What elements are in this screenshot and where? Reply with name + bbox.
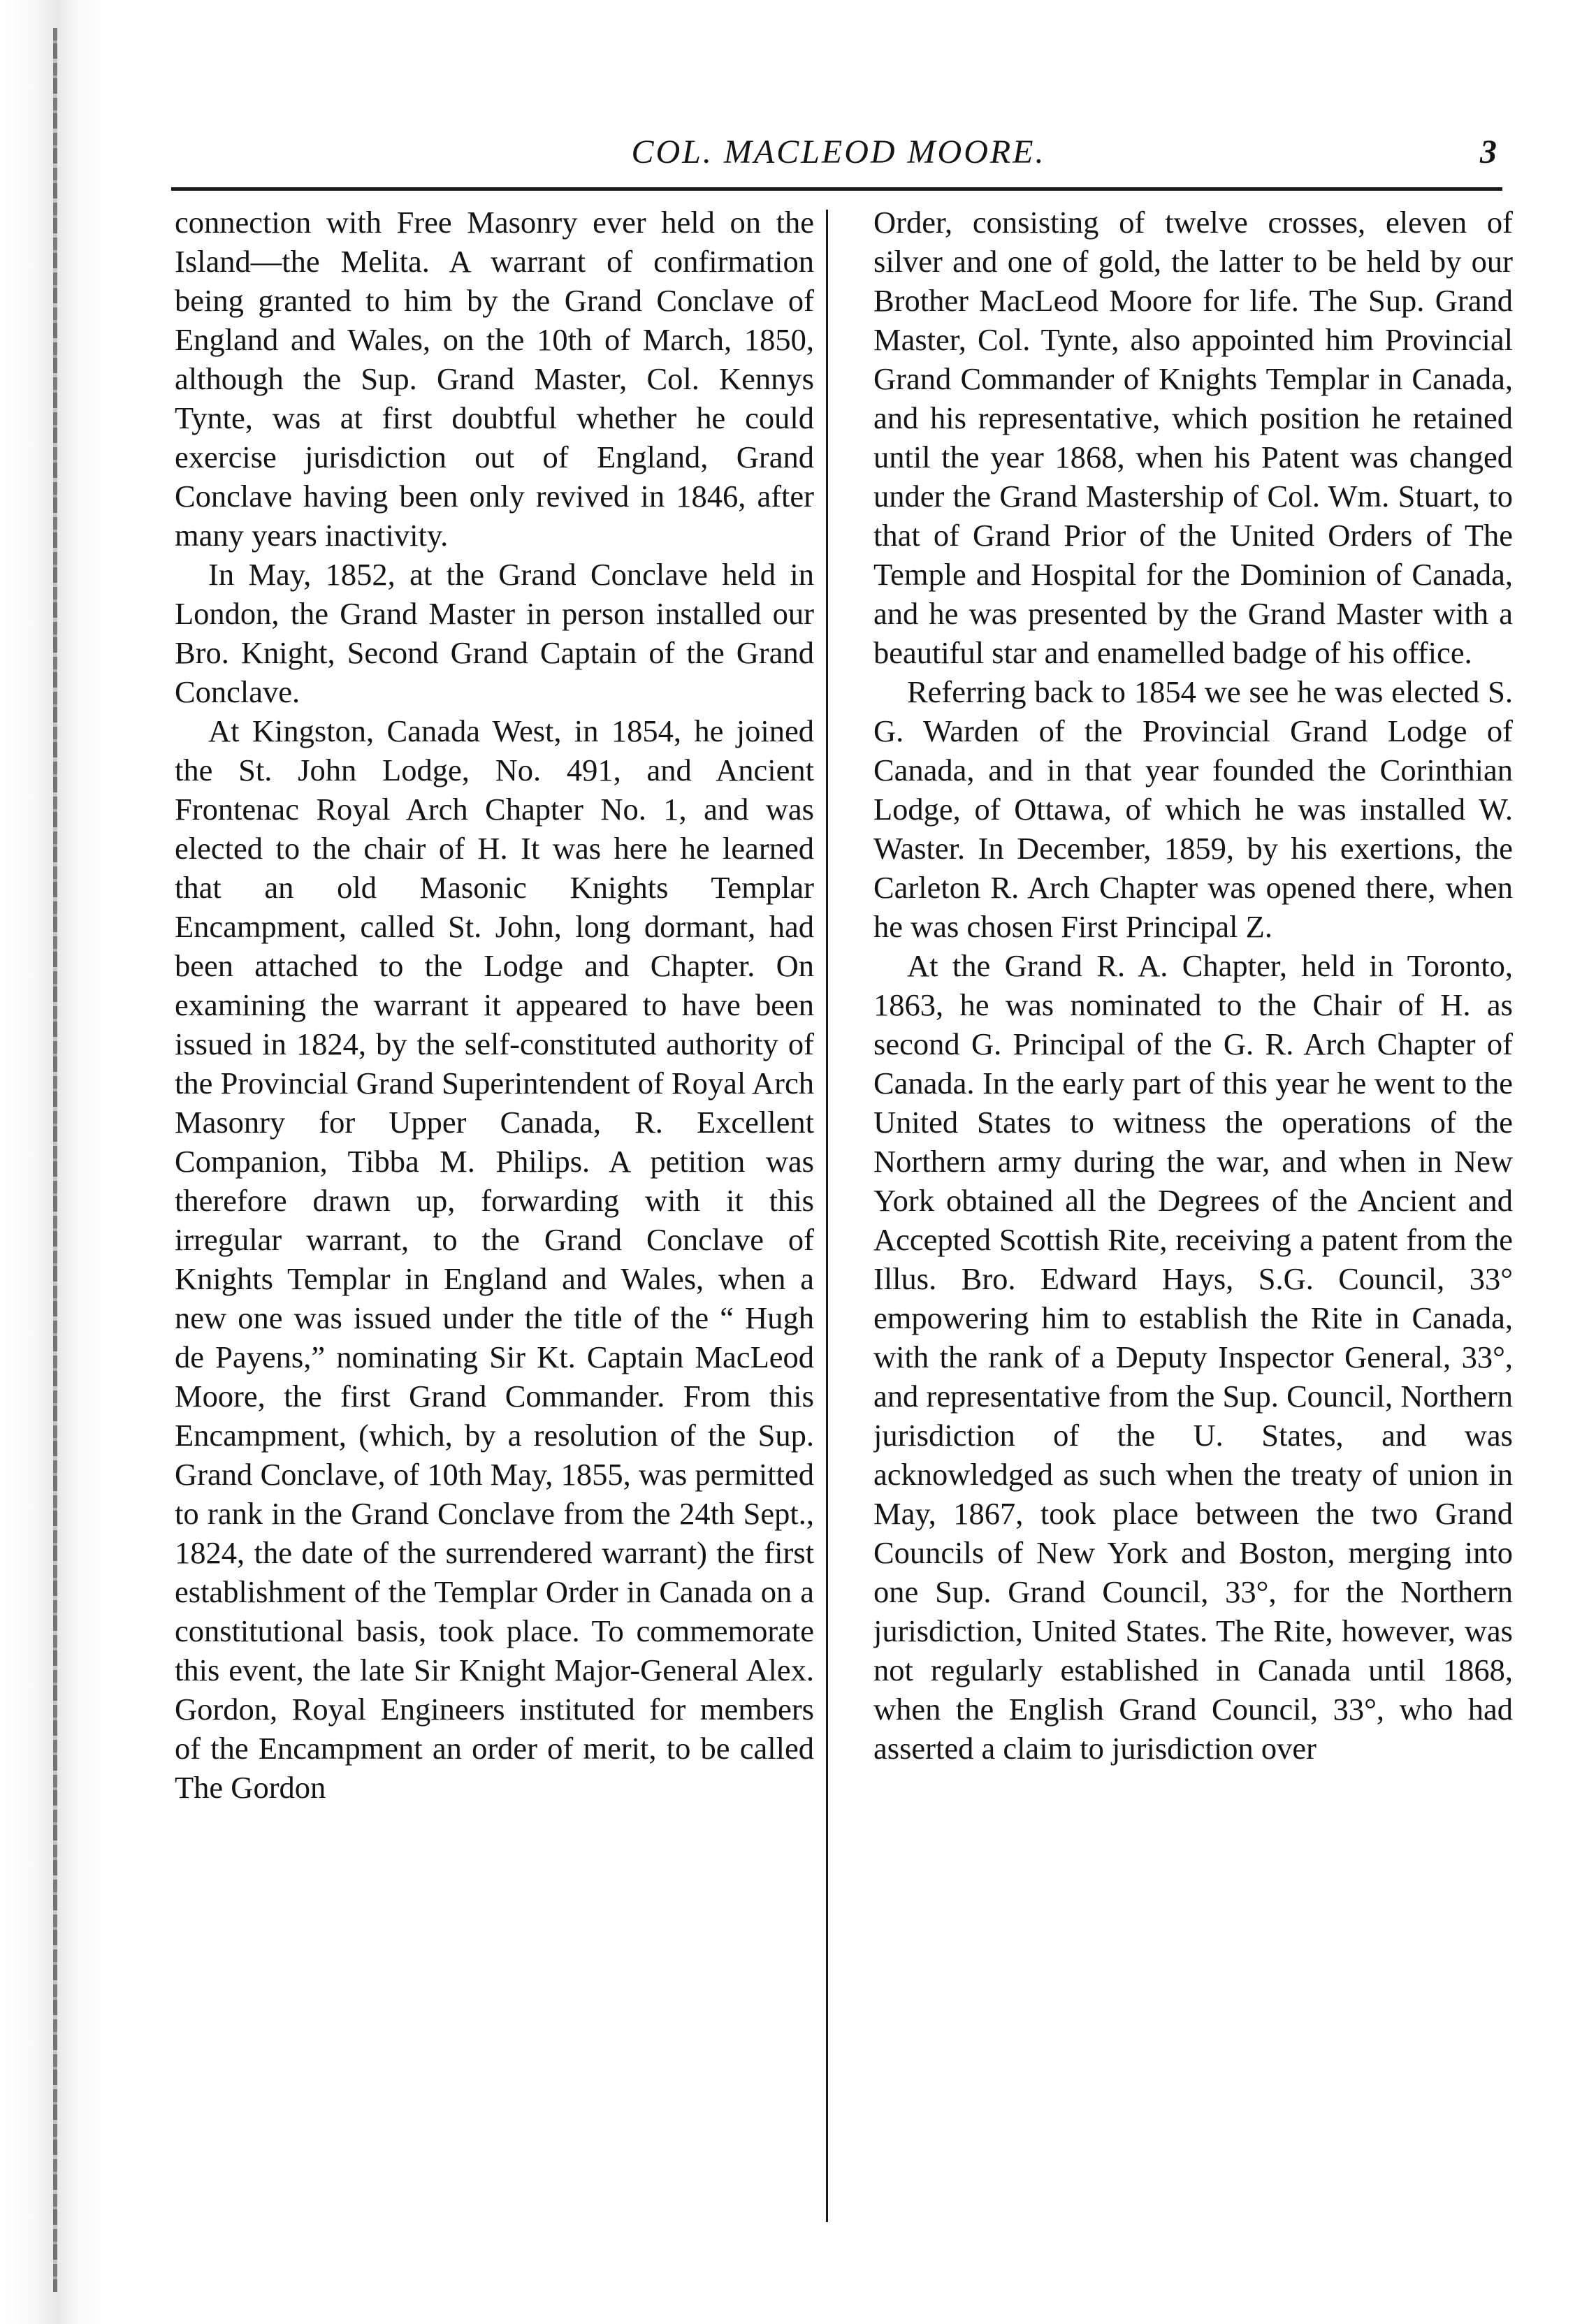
binding-edge-line [53,28,57,2292]
left-paragraph-2: In May, 1852, at the Grand Conclave held in London, the Grand Master in person installed our Bro. Knight, Second Grand Captain of the Grand Conclave. [175,557,814,709]
column-divider [826,210,828,2222]
header-rule [171,187,1502,191]
left-column [175,203,814,2229]
right-paragraph-2: Referring back to 1854 we see he was elected S. G. Warden of the Provincial Grand Lodge of Canada, and in that year founded the Corinthian Lodge, of Ottawa, of which he was installed W. Waster. In December, 1859, by his exertions, the Carleton R. Arch Chapter was opened there, when he was chosen First Principal Z. [873,674,1513,944]
left-paragraph-1: connection with Free Masonry ever held on the Island—the Melita. A warrant of confirmation being granted to him by the Grand Conclave of England and Wales, on the 10th of March, 1850, although the Sup. Grand Master, Col. Kennys Tynte, was at first doubtful whether he could exercise jurisdiction out of England, Grand Conclave having been only revived in 1846, after many years inactivity. [175,205,814,553]
right-column [873,203,1513,2229]
running-head [175,133,1502,182]
running-title: COL. MACLEOD MOORE. [631,133,1046,170]
binding-shadow [0,0,105,2324]
right-paragraph-3: At the Grand R. A. Chapter, held in Toronto, 1863, he was nominated to the Chair of H. as second G. Principal of the G. R. Arch Chapter of Canada. In the early part of this year he went to the United States to witness the operations of the Northern army during the war, and when in New York obtained all the Degrees of the Ancient and Accepted Scottish Rite, receiving a patent from the Illus. Bro. Edward Hays, S.G. Council, 33° empowering him to establish the Rite in Canada, with the rank of a Deputy Inspector General, 33°, and representative from the Sup. Council, Northern jurisdiction of the U. States, and was acknowledged as such when the treaty of union in May, 1867, took place between the two Grand Councils of New York and Boston, merging into one Sup. Grand Council, 33°, for the Northern jurisdiction, United States. The Rite, however, was not regularly established in Canada until 1868, when the English Grand Council, 33°, who had asserted a claim to jurisdiction over [873,948,1513,1766]
left-paragraph-3: At Kingston, Canada West, in 1854, he joined the St. John Lodge, No. 491, and Ancient Frontenac Royal Arch Chapter No. 1, and was elected to the chair of H. It was here he learned that an old Masonic Knights Templar Encampment, called St. John, long dormant, had been attached to the Lodge and Chapter. On examining the warrant it appeared to have been issued in 1824, by the self-constituted authority of the Provincial Grand Superintendent of Royal Arch Masonry for Upper Canada, R. Excellent Companion, Tibba M. Philips. A petition was therefore drawn up, forwarding with it this irregular warrant, to the Grand Conclave of Knights Templar in England and Wales, when a new one was issued under the title of the “ Hugh de Payens,” nominating Sir Kt. Captain MacLeod Moore, the first Grand Commander. From this Encampment, (which, by a resolution of the Sup. Grand Conclave, of 10th May, 1855, was permitted to rank in the Grand Conclave from the 24th Sept., 1824, the date of the surrendered warrant) the first establishment of the Templar Order in Canada on a constitutional basis, took place. To commemorate this event, the late Sir Knight Major-General Alex. Gordon, Royal Engineers instituted for members of the Encampment an order of merit, to be called The Gordon [175,713,814,1805]
page-number: 3 [1480,133,1497,170]
right-paragraph-1: Order, consisting of twelve crosses, eleven of silver and one of gold, the latter to be held by our Brother MacLeod Moore for life. The Sup. Grand Master, Col. Tynte, also appointed him Provincial Grand Commander of Knights Templar in Canada, and his representative, which position he retained until the year 1868, when his Patent was changed under the Grand Mastership of Col. Wm. Stuart, to that of Grand Prior of the United Orders of The Temple and Hospital for the Dominion of Canada, and he was presented by the Grand Master with a beautiful star and enamelled badge of his office. [873,205,1513,670]
